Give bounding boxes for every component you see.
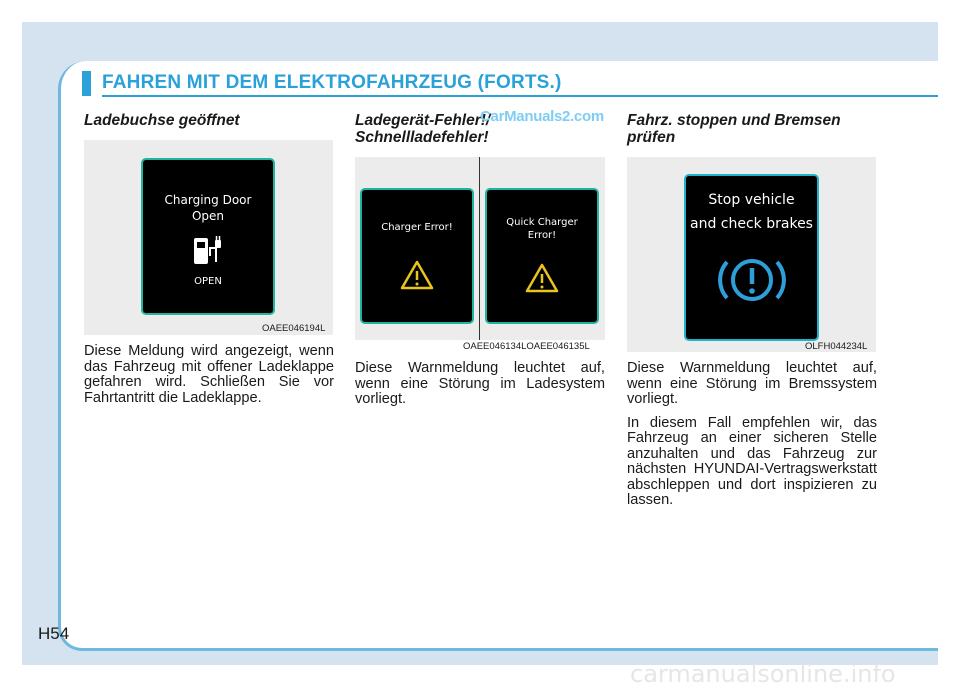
- screen-line: Open: [191, 209, 225, 223]
- heading-line: Fahrz. stoppen und Bremsen: [627, 112, 841, 129]
- cluster-screen: [684, 174, 819, 341]
- heading-line: Schnellladefehler!: [355, 129, 489, 146]
- section-header-marker: [82, 71, 91, 96]
- column-body: [627, 361, 877, 517]
- watermark-text: CarManuals2.com: [480, 108, 604, 125]
- figure-code: OAEE046194L: [262, 323, 326, 334]
- screen-status: OPEN: [194, 276, 222, 287]
- footer-watermark: carmanualsonline.info: [630, 660, 896, 688]
- section-header-rule: [102, 95, 938, 97]
- cluster-screen-right: [485, 188, 599, 324]
- brake-warning-icon: [717, 252, 787, 308]
- warning-triangle-icon: [399, 259, 435, 291]
- figure-stop-vehicle: [627, 157, 876, 352]
- screen-line: and check brakes: [690, 216, 813, 232]
- charging-door-icon: [188, 234, 228, 270]
- screen-line: Stop vehicle: [708, 192, 795, 208]
- column-heading: [627, 112, 877, 146]
- body-paragraph: Diese Warnmeldung leuchtet auf, wenn eine Störung im Ladesystem vorliegt.: [355, 360, 605, 407]
- screen-line: Error!: [527, 230, 557, 241]
- section-title: FAHREN MIT DEM ELEKTROFAHRZEUG (FORTS.): [102, 72, 562, 93]
- heading-line: prüfen: [627, 129, 676, 146]
- body-paragraph: Diese Meldung wird angezeigt, wenn das Fahrzeug mit offener Ladeklappe gefahren wird. Schließen Sie vor Fahrtantritt die Ladeklappe.: [84, 343, 334, 406]
- column-stop-vehicle: [627, 112, 877, 146]
- column-charging-door: [84, 112, 334, 129]
- cluster-screen-left: [360, 188, 474, 324]
- screen-line: Quick Charger: [506, 217, 578, 228]
- screen-line: Charging Door: [164, 193, 252, 207]
- figure-code: OLFH044234L: [805, 341, 868, 352]
- figure-charger-error: [355, 157, 605, 340]
- column-body: [84, 344, 334, 414]
- column-body: [355, 361, 605, 416]
- screen-line: Charger Error!: [381, 222, 453, 233]
- body-paragraph: In diesem Fall empfehlen wir, das Fahrzeug an einer sicheren Stelle anzuhalten und das Fahrzeug zur nächsten HYUNDAI-Vertragswerkstatt abschleppen und dort inspizieren zu lassen.: [627, 414, 877, 508]
- figure-charging-door: [84, 140, 333, 335]
- heading-line: Ladegerät-Fehler!/: [355, 112, 491, 129]
- column-heading: Ladebuchse geöffnet: [84, 112, 240, 129]
- warning-triangle-icon: [524, 262, 560, 294]
- body-paragraph: Diese Warnmeldung leuchtet auf, wenn eine Störung im Bremssystem vorliegt.: [627, 360, 877, 407]
- page-number: H54: [38, 624, 70, 643]
- figure-divider: [479, 157, 480, 340]
- cluster-screen: [141, 158, 275, 315]
- figure-code: OAEE046134LOAEE046135L: [463, 341, 590, 352]
